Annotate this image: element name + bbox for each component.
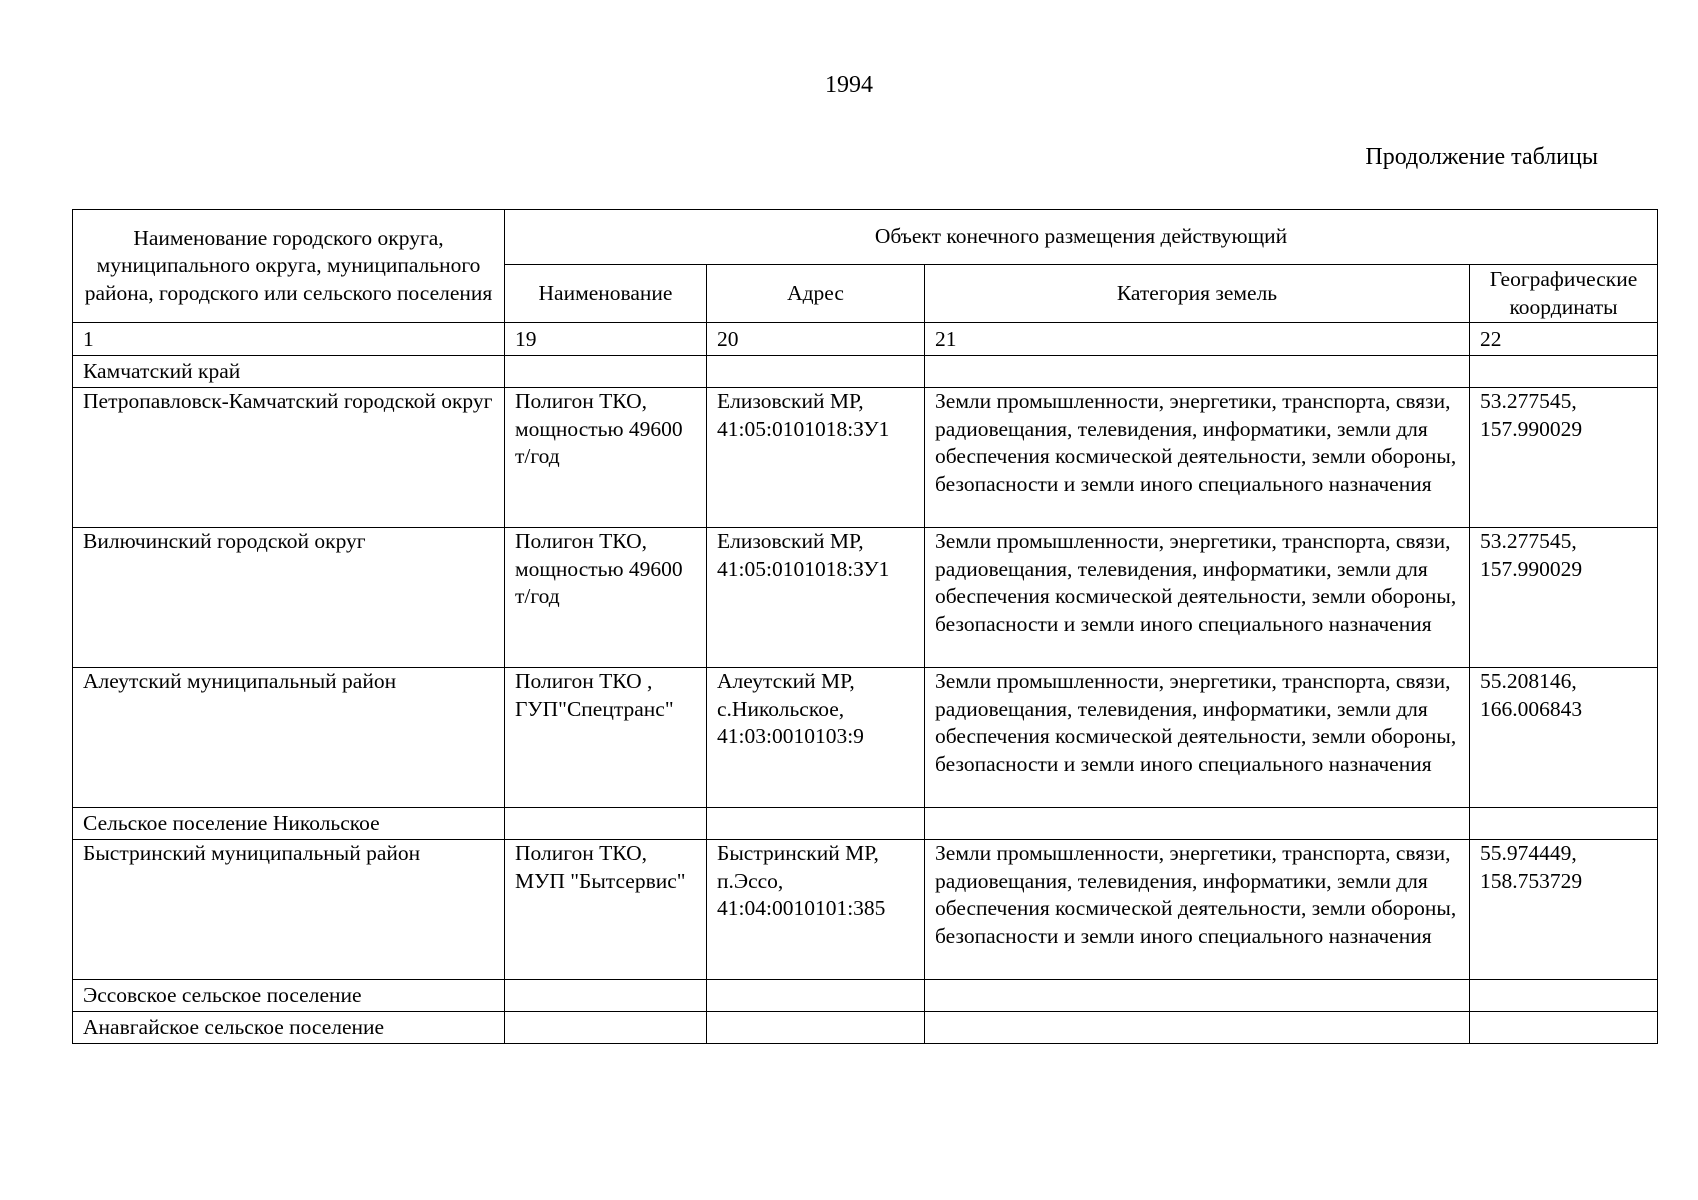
land-category-cell: Земли промышленности, энергетики, транспорта, связи, радиовещания, телевидения, информатики, земли для обеспечения космической деятельности, земли обороны, безопасности и земли иного специального назначения xyxy=(925,668,1470,808)
object-name-cell: Полигон ТКО, мощностью 49600 т/год xyxy=(505,528,707,668)
land-category-cell: Земли промышленности, энергетики, транспорта, связи, радиовещания, телевидения, информатики, земли для обеспечения космической деятельности, земли обороны, безопасности и земли иного специального назначения xyxy=(925,840,1470,980)
address-cell xyxy=(707,1012,925,1044)
territory-cell: Алеутский муниципальный район xyxy=(73,668,505,808)
territory-cell: Эссовское сельское поселение xyxy=(73,980,505,1012)
land-category-cell xyxy=(925,808,1470,840)
header-category: Категория земель xyxy=(925,265,1470,323)
column-number: 1 xyxy=(73,323,505,356)
table-row xyxy=(73,528,1658,668)
table-row xyxy=(73,1012,1658,1044)
object-name-cell xyxy=(505,356,707,388)
coordinates-cell xyxy=(1470,808,1658,840)
column-number-row xyxy=(73,323,1658,356)
table-row xyxy=(73,840,1658,980)
coordinates-cell: 55.208146, 166.006843 xyxy=(1470,668,1658,808)
header-territory: Наименование городского округа, муниципального округа, муниципального района, городского или сельского поселения xyxy=(73,210,505,323)
column-number: 22 xyxy=(1470,323,1658,356)
header-address: Адрес xyxy=(707,265,925,323)
land-category-cell: Земли промышленности, энергетики, транспорта, связи, радиовещания, телевидения, информатики, земли для обеспечения космической деятельности, земли обороны, безопасности и земли иного специального назначения xyxy=(925,388,1470,528)
land-category-cell: Земли промышленности, энергетики, транспорта, связи, радиовещания, телевидения, информатики, земли для обеспечения космической деятельности, земли обороны, безопасности и земли иного специального назначения xyxy=(925,528,1470,668)
land-category-cell xyxy=(925,1012,1470,1044)
land-category-cell xyxy=(925,356,1470,388)
table-row xyxy=(73,356,1658,388)
page-number: 1994 xyxy=(825,72,873,98)
territory-cell: Анавгайское сельское поселение xyxy=(73,1012,505,1044)
table-row xyxy=(73,388,1658,528)
table-row xyxy=(73,668,1658,808)
header-coords: Географические координаты xyxy=(1470,265,1658,323)
column-number: 19 xyxy=(505,323,707,356)
object-name-cell: Полигон ТКО, мощностью 49600 т/год xyxy=(505,388,707,528)
continuation-label: Продолжение таблицы xyxy=(1365,144,1598,170)
territory-cell: Вилючинский городской округ xyxy=(73,528,505,668)
address-cell: Быстринский МР, п.Эссо, 41:04:0010101:385 xyxy=(707,840,925,980)
column-number: 20 xyxy=(707,323,925,356)
object-name-cell xyxy=(505,808,707,840)
object-name-cell xyxy=(505,1012,707,1044)
object-name-cell: Полигон ТКО, МУП "Бытсервис" xyxy=(505,840,707,980)
territory-cell: Сельское поселение Никольское xyxy=(73,808,505,840)
address-cell: Елизовский МР, 41:05:0101018:ЗУ1 xyxy=(707,388,925,528)
coordinates-cell: 53.277545, 157.990029 xyxy=(1470,388,1658,528)
address-cell xyxy=(707,356,925,388)
object-name-cell xyxy=(505,980,707,1012)
object-name-cell: Полигон ТКО , ГУП"Спецтранс" xyxy=(505,668,707,808)
address-cell: Алеутский МР, с.Никольское, 41:03:0010103:9 xyxy=(707,668,925,808)
address-cell xyxy=(707,808,925,840)
header-group: Объект конечного размещения действующий xyxy=(505,210,1658,265)
territory-cell: Камчатский край xyxy=(73,356,505,388)
territory-cell: Быстринский муниципальный район xyxy=(73,840,505,980)
table-row xyxy=(73,980,1658,1012)
territory-cell: Петропавловск-Камчатский городской округ xyxy=(73,388,505,528)
address-cell xyxy=(707,980,925,1012)
land-category-cell xyxy=(925,980,1470,1012)
header-name: Наименование xyxy=(505,265,707,323)
coordinates-cell xyxy=(1470,1012,1658,1044)
address-cell: Елизовский МР, 41:05:0101018:ЗУ1 xyxy=(707,528,925,668)
coordinates-cell: 53.277545, 157.990029 xyxy=(1470,528,1658,668)
coordinates-cell xyxy=(1470,356,1658,388)
table-row xyxy=(73,808,1658,840)
coordinates-cell xyxy=(1470,980,1658,1012)
coordinates-cell: 55.974449, 158.753729 xyxy=(1470,840,1658,980)
data-table xyxy=(72,209,1658,1044)
column-number: 21 xyxy=(925,323,1470,356)
